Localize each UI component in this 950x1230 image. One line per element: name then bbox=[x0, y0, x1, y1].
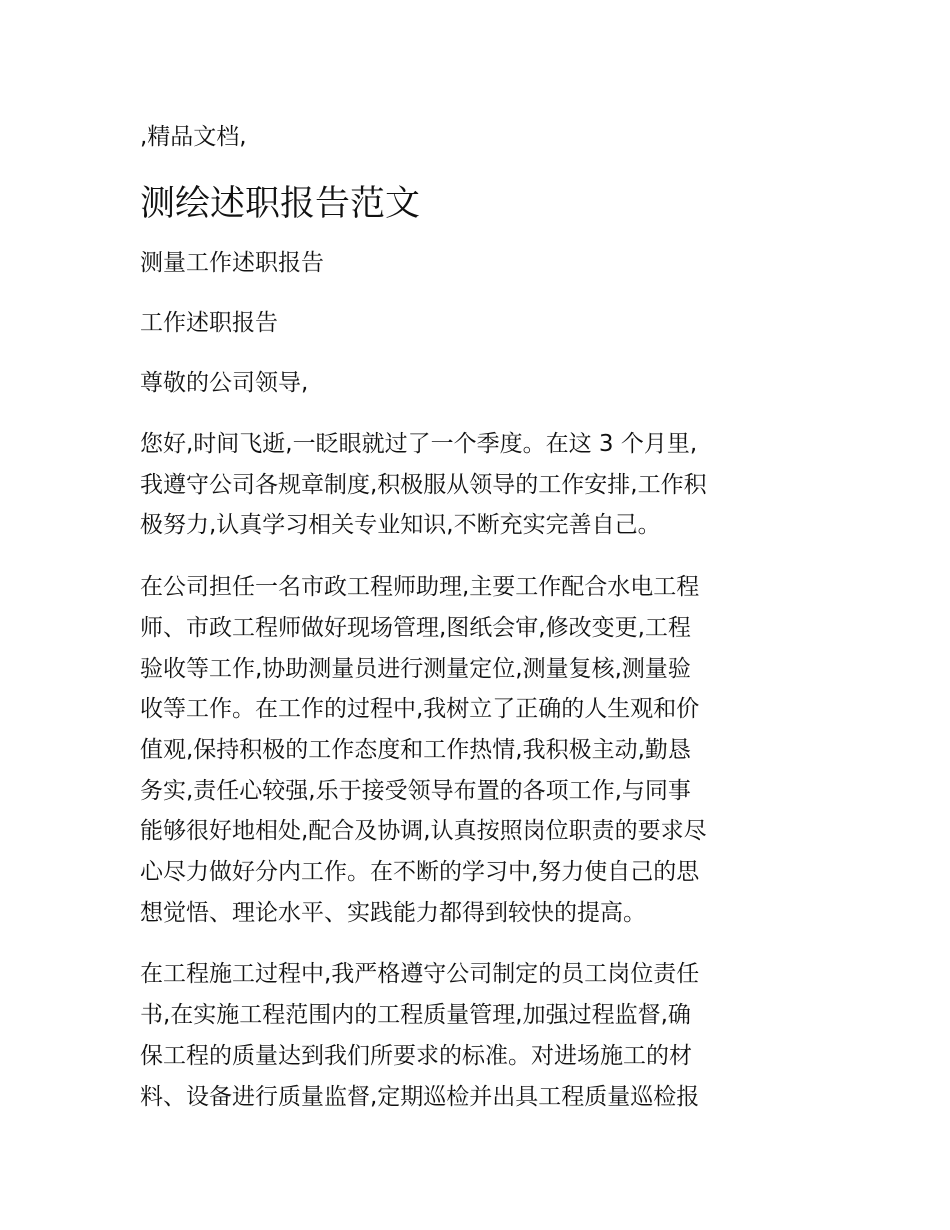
subtitle-survey-report: 测量工作述职报告 bbox=[140, 250, 324, 276]
watermark-text: ,精品文档, bbox=[140, 124, 247, 150]
subtitle-work-report: 工作述职报告 bbox=[140, 310, 278, 336]
paragraph-intro: 您好,时间飞逝,一眨眼就过了一个季度。在这 3 个月里, 我遵守公司各规章制度,积极服从领导的工作安排,工作积 极努力,认真学习相关专业知识,不断充实完善自己。 bbox=[140, 431, 707, 539]
salutation: 尊敬的公司领导, bbox=[140, 370, 309, 396]
paragraph-duties: 在公司担任一名市政工程师助理,主要工作配合水电工程 师、市政工程师做好现场管理,图纸会审,修改变更,工程 验收等工作,协助测量员进行测量定位,测量复核,测量验 收等工作。在工作的过程中,我树立了正确的人生观和价 值观,保持积极的工作态度和工作热情,我积极主动,勤恳 务实,责任心较强,乐于接受领导布置的各项工作,与同事 能够很好地相处,配合及协调,认真按照岗位职责的要求尽 心尽力做好分内工作。在不断的学习中,努力使自己的思 想觉悟、理论水平、实践能力都得到较快的提高。 bbox=[140, 574, 707, 926]
document-page bbox=[140, 118, 808, 1138]
paragraph-quality: 在工程施工过程中,我严格遵守公司制定的员工岗位责任 书,在实施工程范围内的工程质量管理,加强过程监督,确 保工程的质量达到我们所要求的标准。对进场施工的材 料、设备进行质量监督,定期巡检并出具工程质量巡检报 bbox=[140, 961, 700, 1110]
document-title: 测绘述职报告范文 bbox=[140, 184, 421, 224]
